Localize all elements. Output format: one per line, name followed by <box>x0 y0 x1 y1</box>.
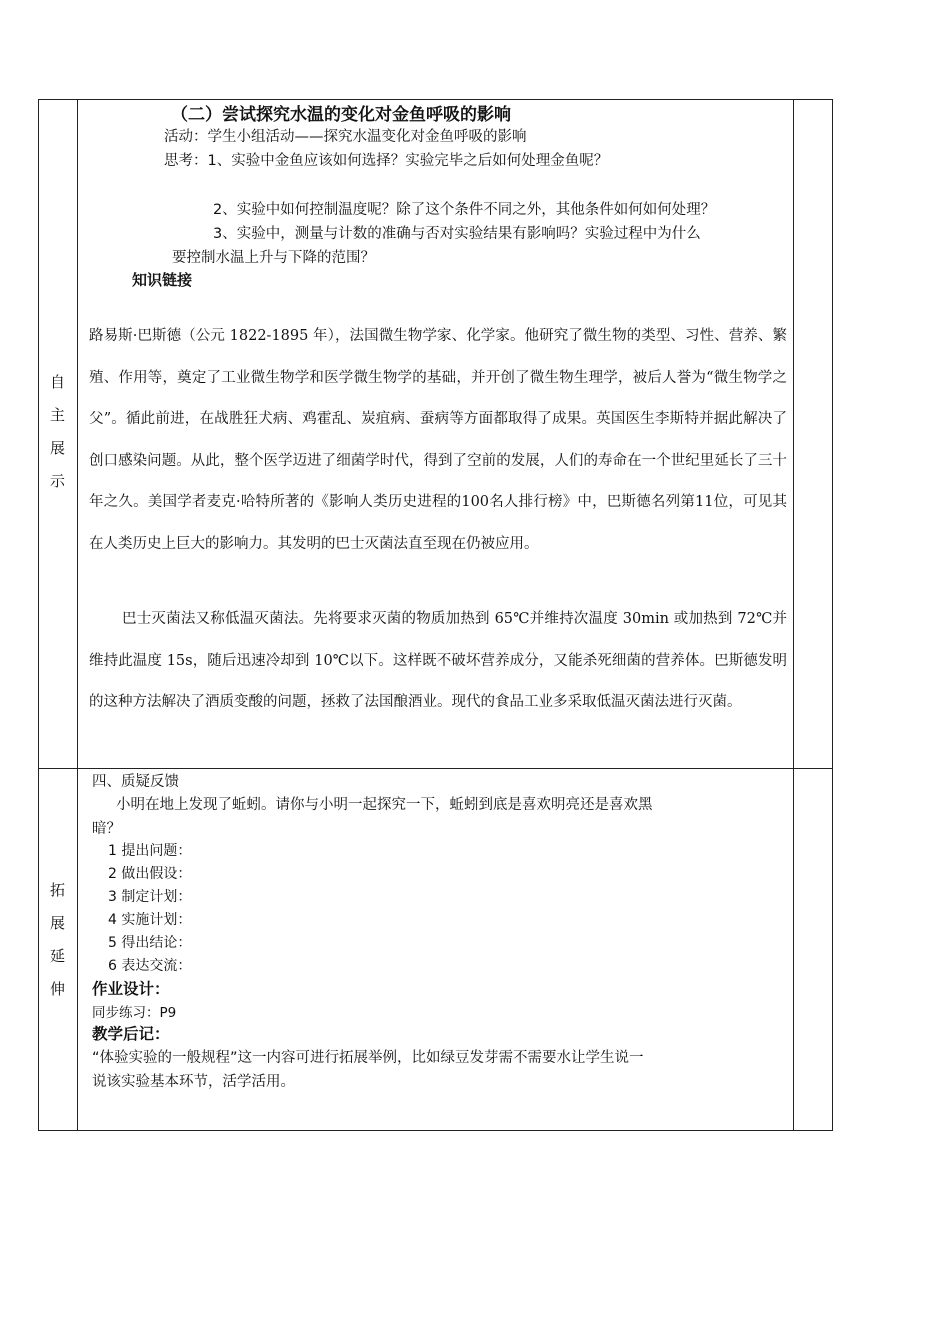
knowledge-link-title: 知识链接 <box>132 271 193 289</box>
side-label-self-display: 自 主 展 示 <box>49 373 65 490</box>
row-divider <box>38 768 833 769</box>
inquiry-step: 2 做出假设： <box>108 866 192 882</box>
column-divider-left <box>77 99 78 1131</box>
earthworm-question: 小明在地上发现了蚯蚓。请你与小明一起探究一下，蚯蚓到底是喜欢明亮还是喜欢黑 <box>116 797 653 813</box>
homework-title: 作业设计： <box>92 980 170 998</box>
pasteurization-paragraph: 巴士灭菌法又称低温灭菌法。先将要求灭菌的物质加热到 65℃并维持次温度 30min 或加热到 72℃并维持此温度 15s，随后迅速冷却到 10℃以下。这样既不破坏营养成分，又能杀死细菌的营养体。巴斯德发明的这种方法解决了酒质变酸的问题，拯救了法国酿酒业。现代的食品工业多采取低温灭菌法进行灭菌。 <box>89 611 787 710</box>
think-question-1: 思考：1、实验中金鱼应该如何选择？实验完毕之后如何处理金鱼呢？ <box>164 153 609 169</box>
homework-text: 同步练习：P9 <box>92 1005 177 1021</box>
inquiry-step: 6 表达交流： <box>108 958 192 974</box>
think-question-3a: 3、实验中，测量与计数的准确与否对实验结果有影响吗？实验过程中为什么 <box>213 226 701 242</box>
think-question-3b: 要控制水温上升与下降的范围？ <box>172 250 375 266</box>
reflection-title: 教学后记： <box>92 1025 170 1043</box>
earthworm-question-cont: 暗？ <box>92 821 121 837</box>
reflection-text: “体验实验的一般规程”这一内容可进行拓展举例，比如绿豆发芽需不需要水让学生说一 <box>92 1050 644 1066</box>
side-label-extension: 拓 展 延 伸 <box>49 881 65 998</box>
inquiry-step: 1 提出问题： <box>108 843 192 859</box>
feedback-heading: 四、质疑反馈 <box>92 774 179 790</box>
column-divider-right <box>793 99 794 1131</box>
pasteur-paragraph: 路易斯·巴斯德（公元 1822-1895 年），法国微生物学家、化学家。他研究了微生物的类型、习性、营养、繁殖、作用等，奠定了工业微生物学和医学微生物学的基础，并开创了微生物生理学，被后人誉为“微生物学之父”。循此前进，在战胜狂犬病、鸡霍乱、炭疽病、蚕病等方面都取得了成果。英国医生李斯特并据此解决了创口感染问题。从此，整个医学迈进了细菌学时代，得到了空前的发展，人们的寿命在一个世纪里延长了三十年之久。美国学者麦克·哈特所著的《影响人类历史进程的100名人排行榜》中，巴斯德名列第11位，可见其在人类历史上巨大的影响力。其发明的巴士灭菌法直至现在仍被应用。 <box>89 328 787 552</box>
reflection-text-cont: 说该实验基本环节，活学活用。 <box>92 1074 295 1090</box>
inquiry-step: 4 实施计划： <box>108 912 192 928</box>
section-heading: （二）尝试探究水温的变化对金鱼呼吸的影响 <box>171 105 511 125</box>
inquiry-step: 3 制定计划： <box>108 889 192 905</box>
think-question-2: 2、实验中如何控制温度呢？除了这个条件不同之外，其他条件如何如何处理？ <box>213 202 716 218</box>
inquiry-step: 5 得出结论： <box>108 935 192 951</box>
activity-line: 活动：学生小组活动——探究水温变化对金鱼呼吸的影响 <box>164 129 527 145</box>
